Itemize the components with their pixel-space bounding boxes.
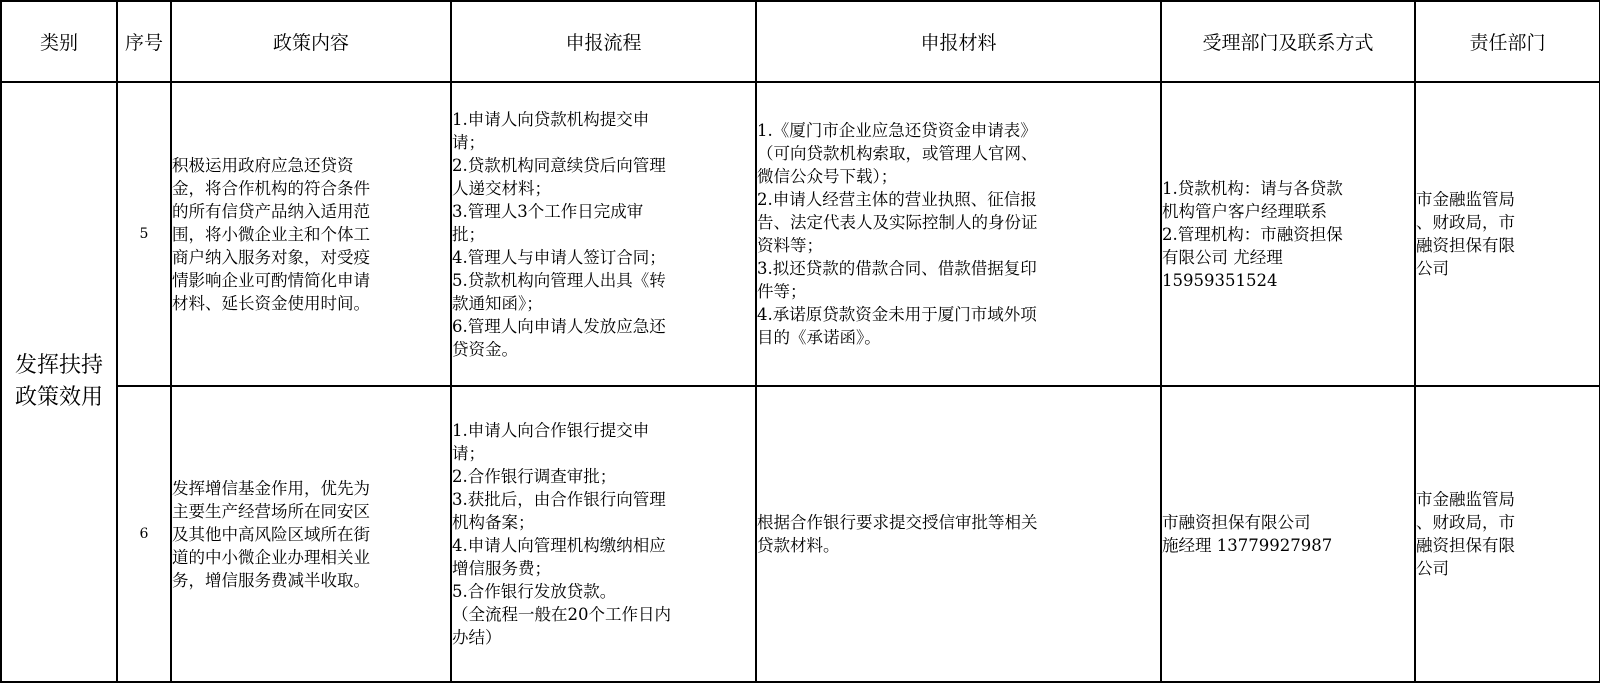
cell-text-line: 2.管理机构：市融资担保 <box>1162 224 1343 244</box>
cell-text-line: 施经理 13779927987 <box>1162 536 1333 555</box>
cell-text-line: 4.承诺原贷款资金未用于厦门市域外项 <box>757 305 1037 324</box>
cell-text-line: 1.《厦门市企业应急还贷资金申请表》 <box>757 121 1037 140</box>
cell-text-line: 2.合作银行调查审批； <box>452 467 617 486</box>
cell-text-line: 请； <box>452 132 485 152</box>
dept-contact-cell <box>1161 386 1415 682</box>
cell-text-line: 告、法定代表人及实际控制人的身份证 <box>757 213 1038 232</box>
cell-text-line: 市金融监管局 <box>1416 190 1515 209</box>
content-cell <box>171 386 451 682</box>
cell-text-line: 请； <box>452 444 485 463</box>
cell-text-line: 3.获批后，由合作银行向管理 <box>452 490 666 509</box>
content-cell <box>171 82 451 386</box>
cell-text-line: 有限公司 尤经理 <box>1162 247 1283 267</box>
cell-text-line: 人递交材料； <box>452 178 551 198</box>
header-materials: 申报材料 <box>756 1 1161 82</box>
materials-cell <box>756 386 1161 682</box>
cell-text-line: 根据合作银行要求提交授信审批等相关 <box>757 513 1038 532</box>
cell-text-line: 3.管理人3个工作日完成审 <box>452 201 644 221</box>
cell-text-line: 5.合作银行发放贷款。 <box>452 582 617 601</box>
header-responsible: 责任部门 <box>1415 1 1600 82</box>
cell-text-line: 贷款材料。 <box>757 536 840 555</box>
cell-text-line: 商户纳入服务对象，对受疫 <box>172 247 370 267</box>
cell-text-line: （可向贷款机构索取，或管理人官网、 <box>757 144 1038 163</box>
cell-text-line: 融资担保有限 <box>1416 536 1515 555</box>
cell-text-line: 2.贷款机构同意续贷后向管理 <box>452 155 666 175</box>
cell-text-line: 增信服务费； <box>452 559 551 578</box>
cell-text-line: 、财政局，市 <box>1416 513 1515 532</box>
header-seq: 序号 <box>117 1 171 82</box>
responsible-cell <box>1415 82 1600 386</box>
seq-cell: 6 <box>117 386 171 682</box>
cell-text-line: 办结） <box>452 628 502 647</box>
cell-text-line: 机构备案； <box>452 513 535 532</box>
header-category: 类别 <box>1 1 117 82</box>
cell-text-line: 资料等； <box>757 236 823 255</box>
cell-text-line: 批； <box>452 224 485 244</box>
cell-text-line: 4.管理人与申请人签订合同； <box>452 247 666 267</box>
cell-text-line: 、财政局，市 <box>1416 213 1515 232</box>
cell-text-line: 积极运用政府应急还贷资 <box>172 155 354 175</box>
process-cell <box>451 386 756 682</box>
cell-text-line: 目的《承诺函》。 <box>757 328 881 347</box>
cell-text-line: 务，增信服务费减半收取。 <box>172 570 370 590</box>
cell-text-line: 公司 <box>1416 259 1449 278</box>
cell-text-line: 道的中小微企业办理相关业 <box>172 547 370 567</box>
cell-text-line: 及其他中高风险区域所在街 <box>172 524 370 544</box>
cell-text-line: 4.申请人向管理机构缴纳相应 <box>452 536 666 555</box>
cell-text-line: 市融资担保有限公司 <box>1162 513 1311 532</box>
cell-text-line: 微信公众号下载）； <box>757 167 898 186</box>
header-dept-contact: 受理部门及联系方式 <box>1161 1 1415 82</box>
header-content: 政策内容 <box>171 1 451 82</box>
dept-contact-cell <box>1161 82 1415 386</box>
cell-text-line: 2.申请人经营主体的营业执照、征信报 <box>757 190 1037 209</box>
cell-text-line: 1.申请人向贷款机构提交申 <box>452 109 650 129</box>
cell-text-line: 3.拟还贷款的借款合同、借款借据复印 <box>757 259 1037 278</box>
cell-text-line: 金，将合作机构的符合条件 <box>172 178 370 198</box>
cell-text-line: 融资担保有限 <box>1416 236 1515 255</box>
cell-text-line: 贷资金。 <box>452 339 518 359</box>
cell-text-line: 1.申请人向合作银行提交申 <box>452 421 650 440</box>
seq-cell: 5 <box>117 82 171 386</box>
cell-text-line: 情影响企业可酌情简化申请 <box>172 270 370 290</box>
cell-text-line: 15959351524 <box>1162 270 1278 290</box>
responsible-cell <box>1415 386 1600 682</box>
cell-text-line: 的所有信贷产品纳入适用范 <box>172 201 370 221</box>
cell-text-line: 材料、延长资金使用时间。 <box>172 293 370 313</box>
header-row <box>1 1 1600 82</box>
cell-text-line: 6.管理人向申请人发放应急还 <box>452 316 666 336</box>
table-row <box>1 386 1600 682</box>
cell-text-line: 围，将小微企业主和个体工 <box>172 224 370 244</box>
cell-text-line: 5.贷款机构向管理人出具《转 <box>452 270 666 290</box>
category-line: 发挥扶持 <box>14 353 103 378</box>
process-cell <box>451 82 756 386</box>
cell-text-line: 款通知函》； <box>452 293 543 313</box>
category-cell <box>1 82 117 682</box>
cell-text-line: 机构管户客户经理联系 <box>1162 201 1327 221</box>
table-row <box>1 82 1600 386</box>
cell-text-line: 市金融监管局 <box>1416 490 1515 509</box>
cell-text-line: 公司 <box>1416 559 1449 578</box>
category-line: 政策效用 <box>14 385 103 410</box>
cell-text-line: 件等； <box>757 282 807 301</box>
cell-text-line: （全流程一般在20个工作日内 <box>452 605 671 624</box>
materials-cell <box>756 82 1161 386</box>
header-process: 申报流程 <box>451 1 756 82</box>
cell-text-line: 发挥增信基金作用，优先为 <box>172 478 370 498</box>
cell-text-line: 1.贷款机构：请与各贷款 <box>1162 178 1343 198</box>
cell-text-line: 主要生产经营场所在同安区 <box>172 501 370 521</box>
